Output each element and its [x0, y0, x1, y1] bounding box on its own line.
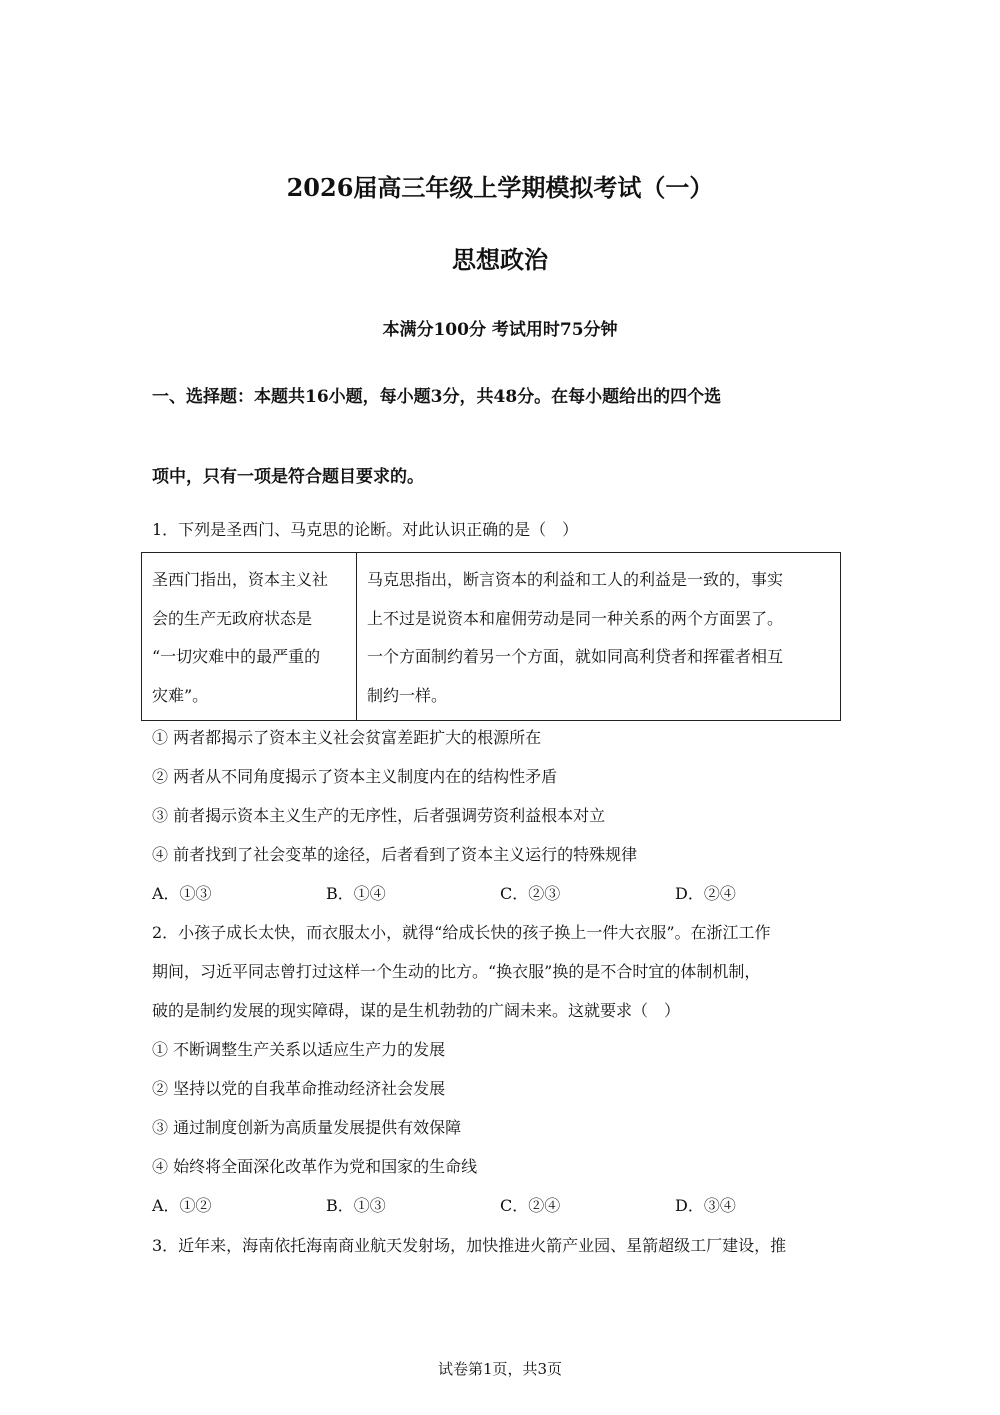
q3-stem: 3．近年来，海南依托海南商业航天发射场，加快推进火箭产业园、星箭超级工厂建设，推 [152, 1236, 787, 1255]
q2-statement-2: ② 坚持以党的自我革命推动经济社会发展 [152, 1079, 446, 1098]
q2-option-c: C．②④ [500, 1196, 561, 1215]
score-info: 本满分100分 考试用时75分钟 [382, 320, 618, 340]
section-heading-line2: 项中，只有一项是符合题目要求的。 [152, 467, 424, 487]
q1-stem: 1．下列是圣西门、马克思的论断。对此认识正确的是（ ） [152, 520, 579, 539]
q1-option-c: C．②③ [500, 884, 561, 903]
q1-option-d: D．②④ [675, 884, 736, 903]
section-heading-line1: 一、选择题：本题共16小题，每小题3分，共48分。在每小题给出的四个选 [152, 387, 722, 407]
q1-left-line: 灾难”。 [152, 685, 209, 705]
q2-option-a: A．①② [152, 1196, 212, 1215]
q2-stem-line: 期间，习近平同志曾打过这样一个生动的比方。“换衣服”换的是不合时宜的体制机制， [152, 962, 761, 981]
q1-left-line: “一切灾难中的最严重的 [152, 647, 321, 666]
q1-right-line: 一个方面制约着另一个方面，就如同高利贷者和挥霍者相互 [367, 647, 784, 666]
q1-right-line: 制约一样。 [367, 685, 448, 705]
q2-statement-1: ① 不断调整生产关系以适应生产力的发展 [152, 1040, 446, 1059]
q2-stem-line: 2．小孩子成长太快，而衣服太小，就得“给成长快的孩子换上一件大衣服”。在浙江工作 [152, 923, 771, 942]
q1-option-a: A．①③ [152, 884, 212, 903]
q2-option-d: D．③④ [675, 1196, 736, 1215]
q1-right-line: 马克思指出，断言资本的利益和工人的利益是一致的，事实 [367, 570, 784, 589]
q1-statement-1: ① 两者都揭示了资本主义社会贫富差距扩大的根源所在 [152, 728, 542, 747]
q1-quote-marx [357, 553, 841, 721]
q1-quote-table [141, 552, 841, 721]
q1-statement-4: ④ 前者找到了社会变革的途径，后者看到了资本主义运行的特殊规律 [152, 845, 638, 864]
q1-left-line: 会的生产无政府状态是 [152, 608, 313, 628]
q2-option-b: B．①③ [326, 1196, 386, 1215]
q1-left-line: 圣西门指出，资本主义社 [152, 570, 329, 589]
q2-stem-line: 破的是制约发展的现实障碍，谋的是生机勃勃的广阔未来。这就要求（ ） [152, 1001, 681, 1020]
q2-statement-4: ④ 始终将全面深化改革作为党和国家的生命线 [152, 1157, 478, 1176]
q1-option-b: B．①④ [326, 884, 386, 903]
page-footer: 试卷第1页，共3页 [437, 1360, 563, 1378]
subject-title: 思想政治 [452, 245, 548, 274]
q1-quote-saint-simon [142, 553, 357, 721]
q1-statement-2: ② 两者从不同角度揭示了资本主义制度内在的结构性矛盾 [152, 767, 558, 786]
q1-statement-3: ③ 前者揭示资本主义生产的无序性，后者强调劳资利益根本对立 [152, 806, 606, 825]
q2-statement-3: ③ 通过制度创新为高质量发展提供有效保障 [152, 1118, 462, 1137]
q1-right-line: 上不过是说资本和雇佣劳动是同一种关系的两个方面罢了。 [367, 608, 784, 628]
exam-title: 2026届高三年级上学期模拟考试（一） [286, 173, 714, 202]
